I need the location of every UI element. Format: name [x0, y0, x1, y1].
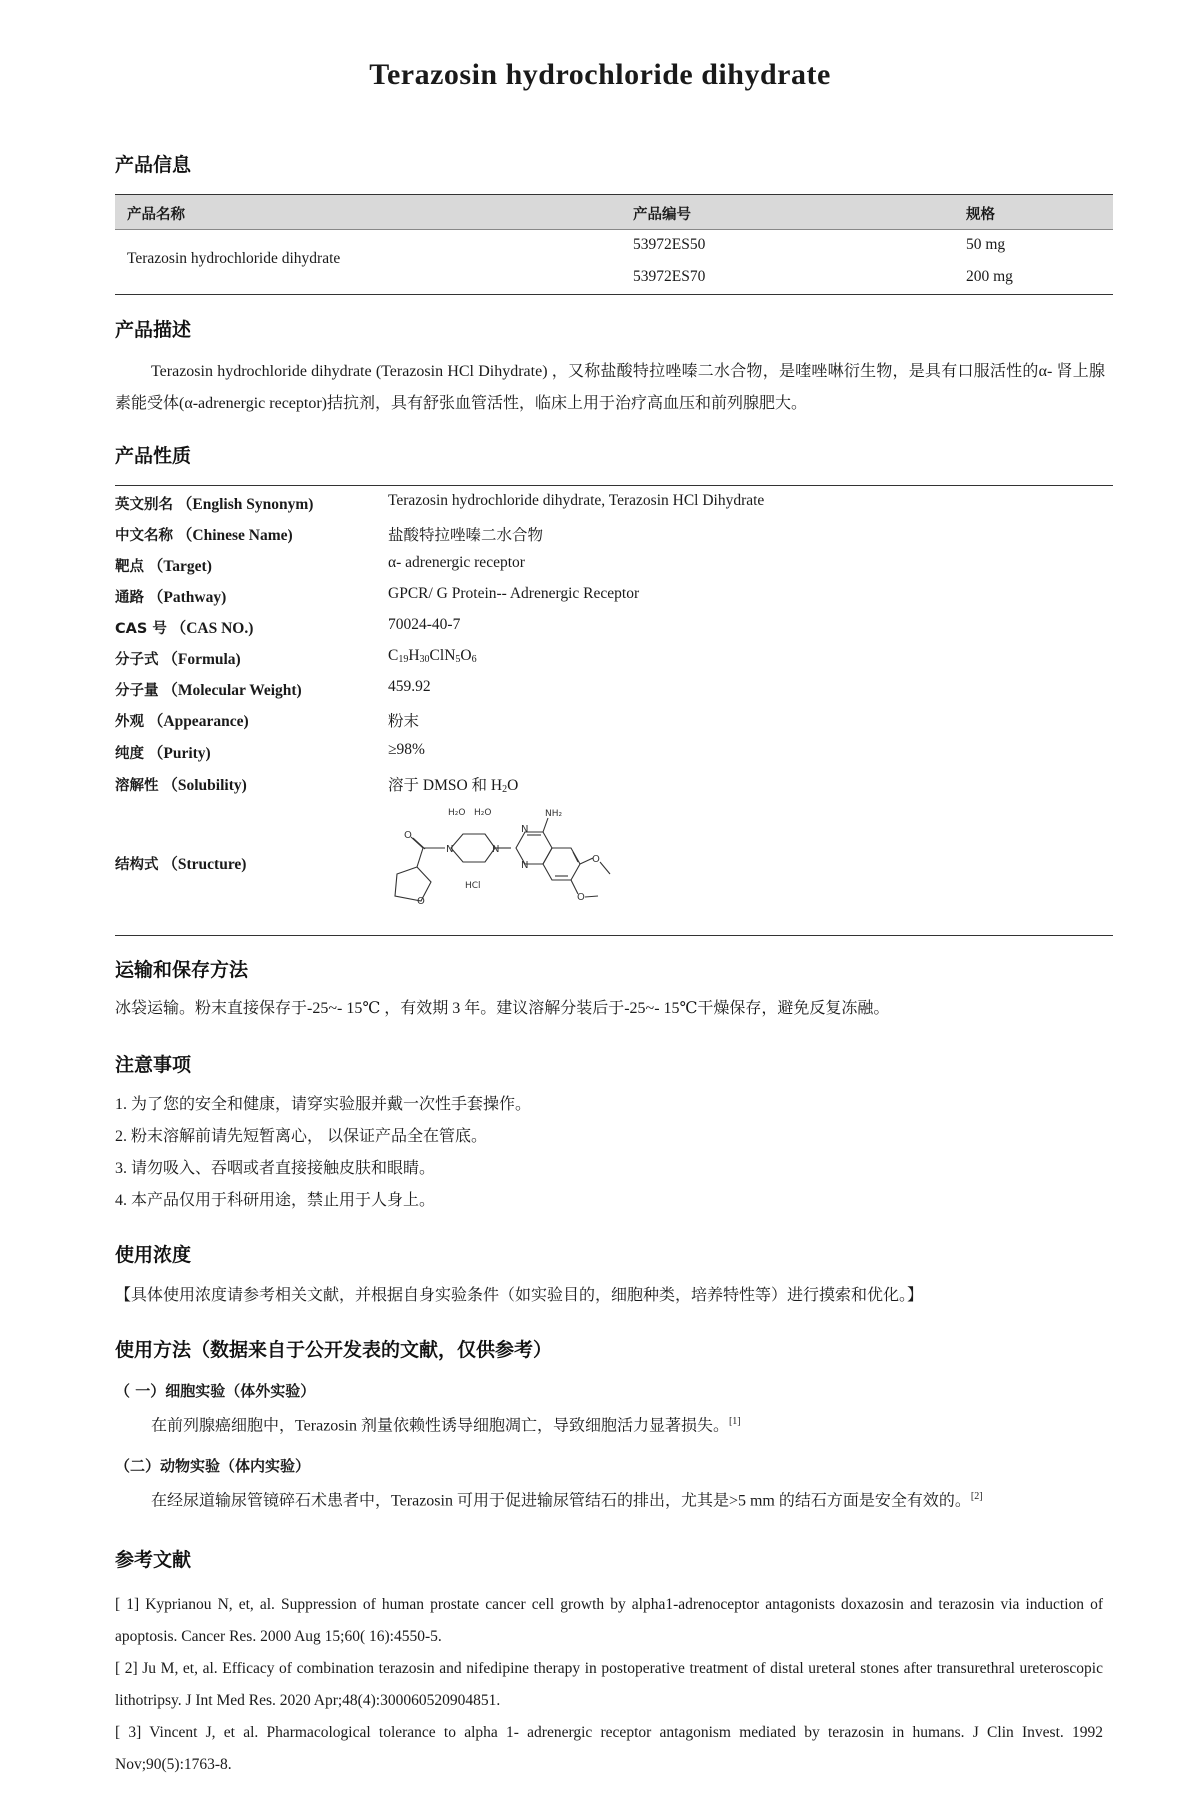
property-value: 粉末: [388, 713, 420, 730]
property-key-zh: 分子量: [115, 683, 159, 699]
property-row: [115, 703, 1113, 733]
property-key-zh: 纯度: [115, 746, 144, 762]
formula-part: N: [444, 647, 456, 664]
subsection-heading-cell: （ 一）细胞实验（体外实验）: [115, 1382, 316, 1400]
storage-paragraph: 冰袋运输。粉末直接保存于-25~- 15℃ ，有效期 3 年。建议溶解分装后于-25~- 15℃干燥保存，避免反复冻融。: [115, 1000, 890, 1017]
subsection-heading-animal: （二）动物实验（体内实验）: [115, 1457, 311, 1475]
property-key-en: （Solubility): [162, 777, 247, 794]
property-row: [115, 610, 1113, 640]
table-header-row: [115, 194, 1113, 230]
section-heading-properties: 产品性质: [115, 445, 192, 467]
property-key-en: （Target): [147, 558, 212, 575]
product-name-cell: Terazosin hydrochloride dihydrate: [127, 250, 341, 267]
solubility-subscript: 2: [502, 784, 508, 795]
column-header-name: 产品名称: [127, 207, 185, 223]
description-paragraph: Terazosin hydrochloride dihydrate (Terazosin HCl Dihydrate) ，又称盐酸特拉唑嗪二水合物，是喹唑啉衍生物，是具有口服活性的α- 肾上腺素能受体(α-adrenergic receptor)拮抗剂，具有舒张血管活性，临床上用于治疗高血压和前列腺肥大。: [115, 363, 1105, 412]
list-item: 4. 本产品仅用于科研用途，禁止用于人身上。: [115, 1192, 436, 1209]
references-list: [115, 1589, 1103, 1781]
property-key: [115, 492, 313, 514]
property-key-zh: 结构式: [115, 857, 159, 873]
property-row: [115, 672, 1113, 702]
property-value: 盐酸特拉唑嗪二水合物: [388, 527, 544, 544]
product-code-cell: 53972ES50: [633, 236, 706, 253]
property-key-zh: 中文名称: [115, 528, 173, 544]
property-key-zh: 通路: [115, 590, 144, 606]
list-item: 3. 请勿吸入、吞咽或者直接接触皮肤和眼睛。: [115, 1160, 436, 1177]
property-key-en: （Structure): [162, 856, 247, 873]
formula-part: H: [408, 647, 420, 664]
animal-experiment-paragraph: [115, 1481, 1105, 1517]
piperazine-ring: [451, 834, 495, 862]
section-heading-storage: 运输和保存方法: [115, 959, 249, 981]
property-key-zh: 溶解性: [115, 778, 159, 794]
solubility-text: O: [507, 777, 519, 794]
property-key: [115, 741, 211, 763]
structure-label-n: N: [521, 860, 529, 871]
property-key-zh: 分子式: [115, 652, 159, 668]
cell-experiment-text: 在前列腺癌细胞中，Terazosin 剂量依赖性诱导细胞凋亡，导致细胞活力显著损失。: [151, 1417, 729, 1435]
formula-value: [388, 647, 477, 665]
product-info-table: [115, 194, 1113, 295]
formula-subscript: 19: [398, 654, 409, 665]
section-heading-notes: 注意事项: [115, 1054, 192, 1076]
column-header-code: 产品编号: [633, 207, 691, 223]
structure-label-amine: NH₂: [545, 809, 563, 819]
notes-list: [115, 1089, 531, 1217]
property-row: [115, 517, 1113, 547]
property-key-en: （CAS NO.): [170, 620, 254, 637]
property-key: [115, 678, 302, 700]
formula-subscript: 5: [455, 654, 461, 665]
reference-item: [ 3] Vincent J, et al. Pharmacological tolerance to alpha 1- adrenergic receptor antagonism mediated by terazosin in humans. J Clin Invest. 1992 Nov;90(5):1763-8.: [115, 1724, 1103, 1773]
property-key: [115, 616, 253, 638]
column-header-spec: 规格: [966, 207, 995, 223]
citation-ref: [2]: [970, 1491, 983, 1502]
property-key: [115, 585, 226, 607]
section-heading-method: 使用方法（数据来自于公开发表的文献，仅供参考）: [115, 1339, 553, 1361]
section-heading-description: 产品描述: [115, 319, 192, 341]
thf-ring: [395, 867, 431, 901]
property-key-en: （Molecular Weight): [162, 682, 302, 699]
citation-ref: [1]: [728, 1416, 741, 1427]
property-key-en: （Appearance): [147, 713, 249, 730]
property-value: α- adrenergic receptor: [388, 554, 525, 571]
property-key-zh: CAS 号: [115, 621, 167, 637]
property-row: [115, 641, 1113, 671]
structure-label-o: O: [577, 892, 585, 903]
property-row: [115, 548, 1113, 578]
properties-table: [115, 485, 1113, 936]
property-key-zh: 英文别名: [115, 497, 173, 513]
property-row: [115, 735, 1113, 765]
property-value: Terazosin hydrochloride dihydrate, Terazosin HCl Dihydrate: [388, 492, 765, 509]
formula-part: C: [388, 647, 399, 664]
spec-cell: 50 mg: [966, 236, 1006, 253]
property-key-zh: 靶点: [115, 559, 144, 575]
property-key-zh: 外观: [115, 714, 144, 730]
spec-cell: 200 mg: [966, 268, 1013, 285]
formula-part: O: [460, 647, 472, 664]
structure-label-water: H₂O: [474, 808, 492, 818]
structure-label-hcl: HCl: [465, 881, 481, 891]
table-body: [115, 230, 1113, 295]
reference-item: [ 2] Ju M, et, al. Efficacy of combination terazosin and nifedipine therapy in postoperative treatment of distal ureteral stones after transurethral ureteroscopic lithotripsy. J Int Med Res. 2020 Apr;48(4):300060520904851.: [115, 1660, 1103, 1709]
solubility-value: [388, 773, 518, 795]
property-key: [115, 852, 246, 874]
property-value: ≥98%: [388, 741, 425, 758]
structure-label-water: H₂O: [448, 808, 466, 818]
cell-experiment-paragraph: [115, 1406, 1105, 1442]
property-key-en: （Purity): [147, 745, 211, 762]
property-row: [115, 767, 1113, 797]
property-key-en: （Chinese Name): [176, 527, 293, 544]
solubility-text: 溶于 DMSO 和 H: [388, 777, 503, 794]
structure-label-n: N: [492, 844, 500, 855]
property-key-en: （English Synonym): [176, 496, 314, 513]
concentration-paragraph: 【具体使用浓度请参考相关文献，并根据自身实验条件（如实验目的，细胞种类，培养特性等）进行摸索和优化。】: [115, 1287, 924, 1304]
structure-label-o: O: [417, 896, 425, 907]
reference-item: [ 1] Kyprianou N, et, al. Suppression of human prostate cancer cell growth by alpha1-adrenoceptor antagonists doxazosin and terazosin via induction of apoptosis. Cancer Res. 2000 Aug 15;60( 16):4550-5.: [115, 1596, 1103, 1645]
structure-label-o: O: [592, 854, 600, 865]
list-item: 2. 粉末溶解前请先短暂离心， 以保证产品全在管底。: [115, 1128, 488, 1145]
property-value: 459.92: [388, 678, 431, 695]
structure-label-o: O: [404, 830, 412, 841]
property-key: [115, 523, 293, 545]
animal-experiment-text: 在经尿道输尿管镜碎石术患者中，Terazosin 可用于促进输尿管结石的排出，尤其是>5 mm 的结石方面是安全有效的。: [151, 1492, 971, 1510]
formula-subscript: 30: [419, 654, 430, 665]
formula-part: Cl: [429, 647, 445, 664]
section-heading-references: 参考文献: [115, 1549, 192, 1571]
property-key: [115, 647, 241, 669]
product-code-cell: 53972ES70: [633, 268, 706, 285]
document-title: Terazosin hydrochloride dihydrate: [369, 58, 831, 91]
formula-subscript: 6: [471, 654, 477, 665]
property-value: 70024-40-7: [388, 616, 461, 633]
property-key-en: （Pathway): [147, 589, 227, 606]
structure-label-n: N: [446, 844, 454, 855]
section-heading-concentration: 使用浓度: [115, 1244, 192, 1266]
property-key: [115, 554, 212, 576]
property-key: [115, 709, 249, 731]
property-value: GPCR/ G Protein-- Adrenergic Receptor: [388, 585, 640, 602]
property-row: [115, 579, 1113, 609]
chemical-structure-diagram: [385, 804, 655, 926]
property-key-en: （Formula): [162, 651, 241, 668]
structure-label-n: N: [521, 824, 529, 835]
list-item: 1. 为了您的安全和健康，请穿实验服并戴一次性手套操作。: [115, 1096, 532, 1113]
benzene-ring: [543, 848, 580, 880]
section-heading-product-info: 产品信息: [115, 154, 192, 176]
property-row: [115, 486, 1113, 516]
property-key: [115, 773, 247, 795]
